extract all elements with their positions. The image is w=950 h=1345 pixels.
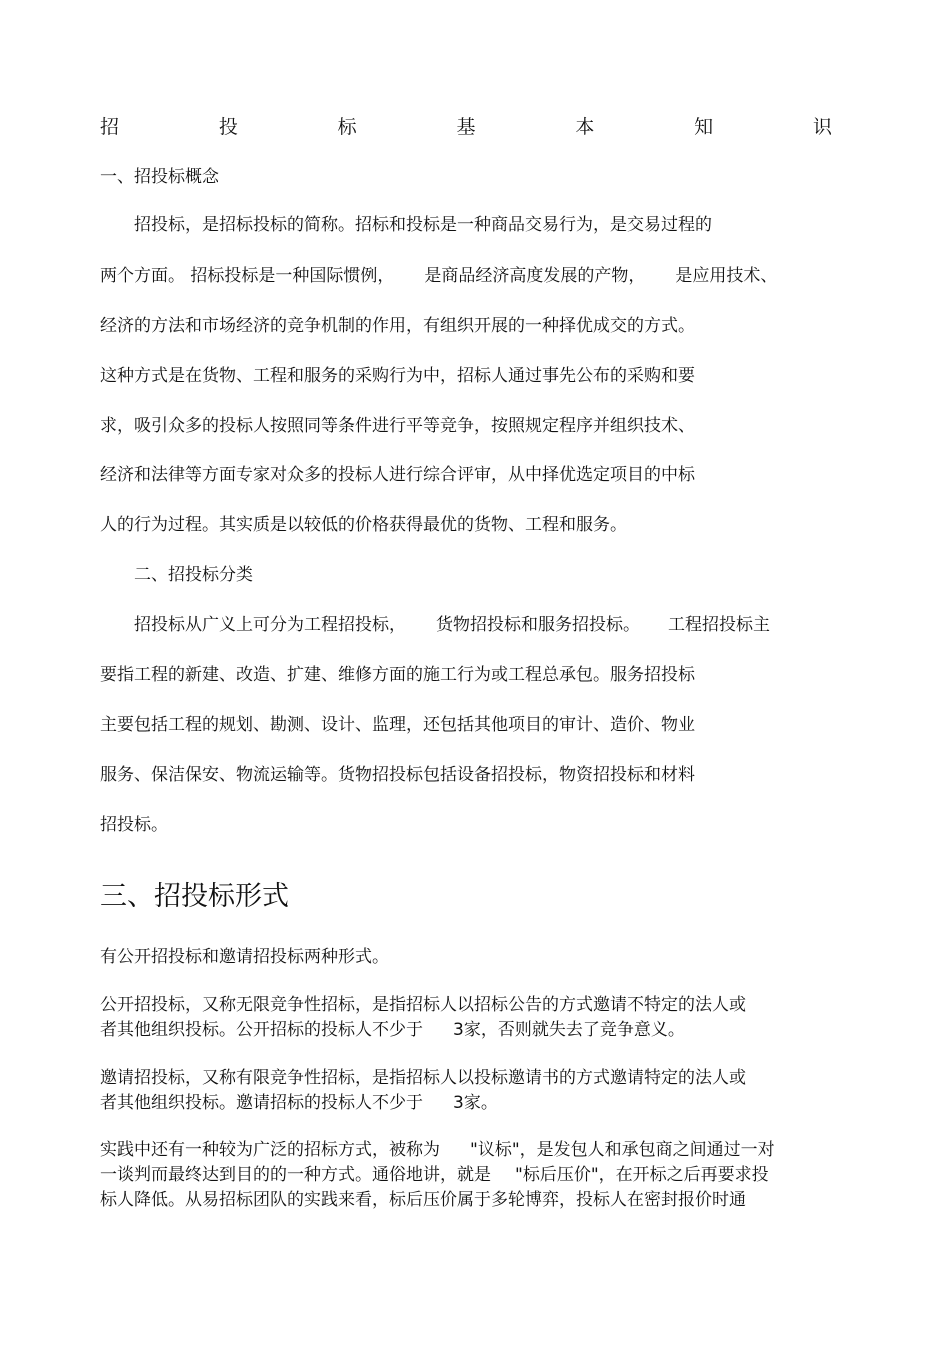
section2-line: 主要包括工程的规划、勘测、设计、监理，还包括其他项目的审计、造价、物业 — [100, 715, 695, 735]
section3-p3-line: 一谈判而最终达到目的的一种方式。通俗地讲，就是 "标后压价"，在开标之后再要求投 — [100, 1165, 769, 1185]
section1-line: 求，吸引众多的投标人按照同等条件进行平等竞争，按照规定程序并组织技术、 — [100, 416, 695, 436]
section1-line: 这种方式是在货物、工程和服务的采购行为中，招标人通过事先公布的采购和要 — [100, 366, 695, 386]
title-char: 投 — [218, 116, 238, 138]
title-char: 本 — [575, 116, 595, 138]
title-char: 识 — [812, 116, 832, 138]
section1-line: 招投标，是招标投标的简称。招标和投标是一种商品交易行为，是交易过程的 — [134, 215, 712, 235]
section3-p2-line: 邀请招投标，又称有限竞争性招标，是指招标人以投标邀请书的方式邀请特定的法人或 — [100, 1068, 746, 1088]
section2-heading: 二、招投标分类 — [134, 565, 253, 585]
section1-line: 人的行为过程。其实质是以较低的价格获得最优的货物、工程和服务。 — [100, 515, 627, 535]
title-char: 招 — [100, 116, 120, 138]
section2-line: 招投标。 — [100, 815, 168, 835]
title-char: 标 — [337, 116, 357, 138]
section2-line: 招投标从广义上可分为工程招投标， 货物招投标和服务招投标。 工程招投标主 — [134, 615, 770, 635]
section3-p1-line: 者其他组织投标。公开招标的投标人不少于 3家，否则就失去了竞争意义。 — [100, 1020, 685, 1040]
section3-p2-line: 者其他组织投标。邀请招标的投标人不少于 3家。 — [100, 1093, 498, 1113]
title-char: 知 — [694, 116, 714, 138]
section3-p3-line: 标人降低。从易招标团队的实践来看，标后压价属于多轮博弈，投标人在密封报价时通 — [100, 1190, 746, 1210]
title-char: 基 — [456, 116, 476, 138]
section3-p1-line: 公开招投标，又称无限竞争性招标，是指招标人以招标公告的方式邀请不特定的法人或 — [100, 995, 746, 1015]
section3-p3-line: 实践中还有一种较为广泛的招标方式，被称为 "议标"，是发包人和承包商之间通过一对 — [100, 1140, 775, 1160]
section2-line: 服务、保洁保安、物流运输等。货物招投标包括设备招投标，物资招投标和材料 — [100, 765, 695, 785]
section1-line: 经济和法律等方面专家对众多的投标人进行综合评审，从中择优选定项目的中标 — [100, 465, 695, 485]
section2-line: 要指工程的新建、改造、扩建、维修方面的施工行为或工程总承包。服务招投标 — [100, 665, 695, 685]
document-title — [100, 115, 832, 139]
section3-heading: 三、招投标形式 — [100, 881, 289, 912]
section1-heading: 一、招投标概念 — [100, 167, 219, 187]
section3-intro: 有公开招投标和邀请招投标两种形式。 — [100, 947, 389, 967]
section1-line: 经济的方法和市场经济的竞争机制的作用，有组织开展的一种择优成交的方式。 — [100, 316, 695, 336]
section1-line: 两个方面。 招标投标是一种国际惯例， 是商品经济高度发展的产物， 是应用技术、 — [100, 266, 778, 286]
